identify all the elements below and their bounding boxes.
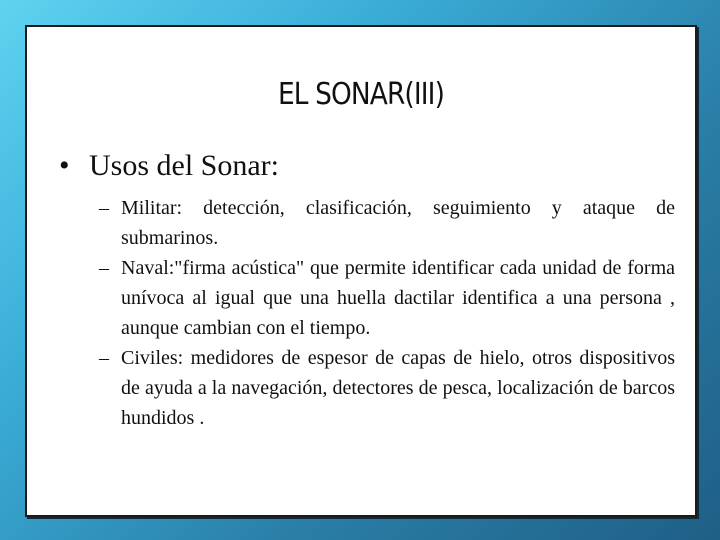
dash-marker: – [99, 197, 109, 219]
dash-marker: – [99, 347, 109, 369]
sub-bullet-civil [99, 343, 675, 433]
main-bullet [59, 149, 675, 183]
main-bullet-text: Usos del Sonar: [89, 149, 279, 182]
sub-bullet-naval [99, 253, 675, 343]
dash-marker: – [99, 257, 109, 279]
sub-bullet-text: Militar: detección, clasificación, seguimiento y ataque de submarinos. [121, 197, 675, 249]
sub-bullet-text: Naval:"firma acústica" que permite identificar cada unidad de forma unívoca al igual que una huella dactilar identifica a una persona , aunque cambian con el tiempo. [121, 257, 675, 339]
sub-bullet-text: Civiles: medidores de espesor de capas de hielo, otros dispositivos de ayuda a la navegación, detectores de pesca, localización de barcos hundidos . [121, 347, 675, 429]
sub-bullet-military [99, 193, 675, 253]
bullet-dot: • [59, 149, 70, 182]
sub-bullet-list [99, 193, 675, 433]
slide [25, 25, 697, 517]
slide-title: EL SONAR(III) [278, 77, 444, 112]
